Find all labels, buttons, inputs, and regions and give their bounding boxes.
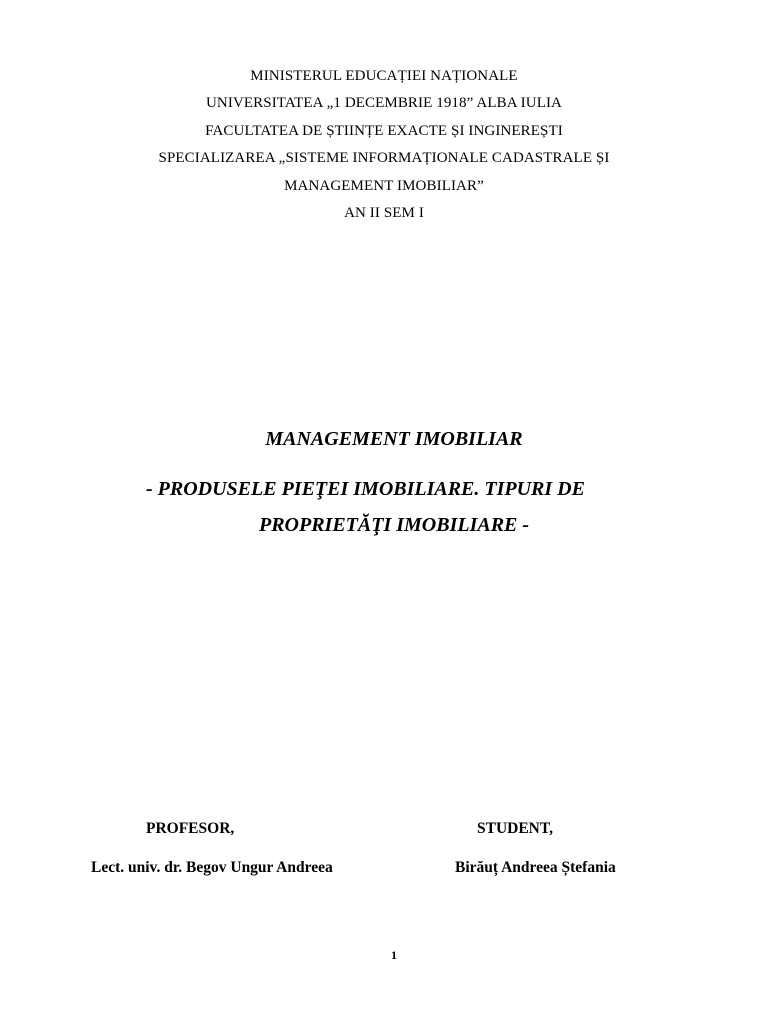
year-semester-line: AN II SEM I xyxy=(344,205,424,221)
page-number: 1 xyxy=(391,948,397,962)
document-subtitle-line1: - PRODUSELE PIEŢEI IMOBILIARE. TIPURI DE xyxy=(146,478,585,500)
document-subtitle-line2: PROPRIETĂŢI IMOBILIARE - xyxy=(259,514,530,536)
student-label: STUDENT, xyxy=(477,820,553,837)
university-line: UNIVERSITATEA „1 DECEMBRIE 1918” ALBA IULIA xyxy=(206,95,562,111)
ministry-line: MINISTERUL EDUCAȚIEI NAȚIONALE xyxy=(250,68,518,84)
professor-name: Lect. univ. dr. Begov Ungur Andreea xyxy=(91,859,333,876)
faculty-line: FACULTATEA DE ȘTIINȚE EXACTE ȘI INGINEREȘTI xyxy=(205,123,563,139)
specialization-line: SPECIALIZAREA „SISTEME INFORMAȚIONALE CADASTRALE ȘI xyxy=(158,150,610,166)
professor-label: PROFESOR, xyxy=(146,820,235,837)
specialization-line-continued: MANAGEMENT IMOBILIAR” xyxy=(284,178,484,194)
student-name: Birăuț Andreea Ștefania xyxy=(455,859,616,876)
document-title: MANAGEMENT IMOBILIAR xyxy=(265,428,523,450)
